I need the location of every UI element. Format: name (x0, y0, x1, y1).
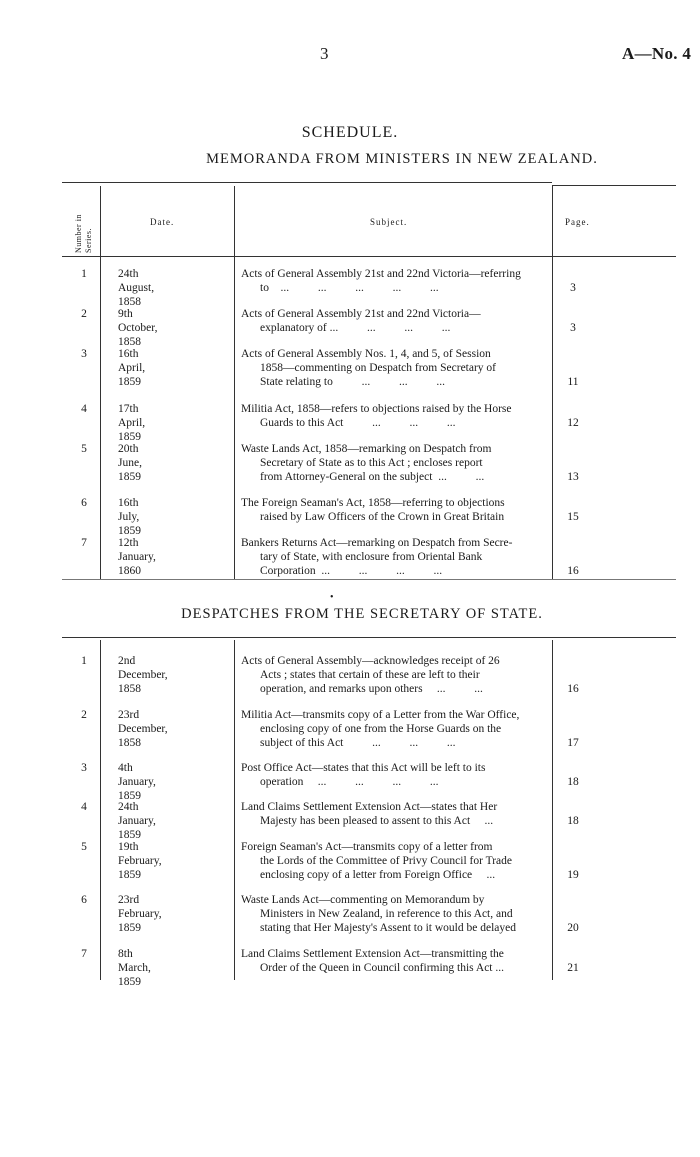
row-date: 9th October, 1858 (118, 308, 158, 348)
row-subject (241, 654, 546, 696)
row-date: 23rd December, 1858 (118, 709, 168, 749)
subject-line: Foreign Seaman's Act—transmits copy of a letter from (241, 841, 493, 853)
subject-line: The Foreign Seaman's Act, 1858—referring to objections (241, 497, 505, 509)
memoranda-heading: MEMORANDA FROM MINISTERS IN NEW ZEALAND. (206, 151, 598, 167)
row-page: 3 (570, 282, 576, 294)
subject-line: Ministers in New Zealand, in reference to this Act, and (260, 908, 513, 920)
subject-line: Waste Lands Act—commenting on Memorandum by (241, 894, 485, 906)
row-page: 17 (567, 737, 579, 749)
row-page: 20 (567, 922, 579, 934)
row-number: 7 (81, 537, 87, 549)
row-page: 18 (567, 815, 579, 827)
subject-line: operation ... ... ... ... (260, 776, 439, 788)
subject-line: Land Claims Settlement Extension Act—transmitting the (241, 948, 504, 960)
row-subject (241, 402, 546, 430)
subject-line: Secretary of State as to this Act ; encloses report (260, 457, 483, 469)
row-date: 16th July, 1859 (118, 497, 141, 537)
row-date: 24th January, 1859 (118, 801, 156, 841)
subject-line: to ... ... ... ... ... (260, 282, 439, 294)
subject-line: Acts of General Assembly Nos. 1, 4, and 5, of Session (241, 348, 491, 360)
row-number: 2 (81, 709, 87, 721)
row-number: 5 (81, 443, 87, 455)
subject-line: Militia Act, 1858—refers to objections raised by the Horse (241, 403, 512, 415)
row-subject (241, 947, 546, 975)
subject-line: Guards to this Act ... ... ... (260, 417, 456, 429)
row-date: 12th January, 1860 (118, 537, 156, 577)
subject-line: Post Office Act—states that this Act will be left to its (241, 762, 486, 774)
column-header-number: Number in Series. (74, 214, 93, 253)
subject-line: Waste Lands Act, 1858—remarking on Despatch from (241, 443, 492, 455)
subject-line: Corporation ... ... ... ... (260, 565, 443, 577)
row-page: 16 (567, 683, 579, 695)
subject-line: explanatory of ... ... ... ... (260, 322, 451, 334)
row-number: 5 (81, 841, 87, 853)
subject-line: State relating to ... ... ... (260, 376, 445, 388)
row-date: 2nd December, 1858 (118, 655, 168, 695)
subject-line: from Attorney-General on the subject ... ... (260, 471, 485, 483)
row-subject (241, 840, 546, 882)
subject-line: Militia Act—transmits copy of a Letter from the War Office, (241, 709, 520, 721)
subject-line: tary of State, with enclosure from Oriental Bank (260, 551, 483, 563)
despatches-heading: DESPATCHES FROM THE SECRETARY OF STATE. (181, 606, 543, 622)
subject-line: Order of the Queen in Council confirming this Act ... (260, 962, 505, 974)
subject-line: stating that Her Majesty's Assent to it would be delayed (260, 922, 516, 934)
row-number: 2 (81, 308, 87, 320)
row-number: 7 (81, 948, 87, 960)
page-number: 3 (320, 44, 329, 63)
row-subject (241, 496, 546, 524)
subject-line: subject of this Act ... ... ... (260, 737, 456, 749)
column-header-date: Date. (150, 217, 175, 227)
row-date: 16th April, 1859 (118, 348, 146, 388)
row-page: 11 (567, 376, 579, 388)
subject-line: operation, and remarks upon others ... ... (260, 683, 483, 695)
row-page: 15 (567, 511, 579, 523)
row-subject (241, 307, 546, 335)
row-number: 6 (81, 497, 87, 509)
row-number: 4 (81, 403, 87, 415)
column-header-subject: Subject. (370, 217, 408, 227)
row-number: 1 (81, 268, 87, 280)
subject-line: Acts of General Assembly 21st and 22nd Victoria—referring (241, 268, 521, 280)
subject-line: enclosing copy of a letter from Foreign Office ... (260, 869, 496, 881)
row-date: 19th February, 1859 (118, 841, 162, 881)
row-subject (241, 267, 546, 295)
row-date: 17th April, 1859 (118, 403, 146, 443)
schedule-title: SCHEDULE. (301, 124, 399, 141)
row-page: 13 (567, 471, 579, 483)
row-subject (241, 347, 546, 389)
row-subject (241, 893, 546, 935)
subject-line: 1858—commenting on Despatch from Secretary of (260, 362, 497, 374)
subject-line: raised by Law Officers of the Crown in Great Britain (260, 511, 505, 523)
row-subject (241, 800, 546, 828)
row-date: 24th August, 1858 (118, 268, 155, 308)
subject-line: Acts of General Assembly 21st and 22nd Victoria— (241, 308, 481, 320)
row-date: 8th March, 1859 (118, 948, 151, 988)
row-date: 23rd February, 1859 (118, 894, 162, 934)
subject-line: Acts ; states that certain of these are left to their (260, 669, 480, 681)
subject-line: the Lords of the Committee of Privy Council for Trade (260, 855, 513, 867)
ornament-dot: • (330, 592, 334, 603)
subject-line: Majesty has been pleased to assent to this Act ... (260, 815, 494, 827)
row-page: 18 (567, 776, 579, 788)
row-number: 1 (81, 655, 87, 667)
row-number: 4 (81, 801, 87, 813)
row-subject (241, 761, 546, 789)
row-subject (241, 442, 546, 484)
subject-line: Land Claims Settlement Extension Act—states that Her (241, 801, 498, 813)
subject-line: Bankers Returns Act—remarking on Despatch from Secre- (241, 537, 513, 549)
row-subject (241, 708, 546, 750)
row-page: 3 (570, 322, 576, 334)
row-number: 3 (81, 762, 87, 774)
document-reference: A—No. 4 (622, 44, 692, 63)
row-page: 21 (567, 962, 579, 974)
subject-line: enclosing copy of one from the Horse Guards on the (260, 723, 502, 735)
row-number: 6 (81, 894, 87, 906)
row-subject (241, 536, 546, 578)
column-header-page: Page. (565, 217, 590, 227)
row-page: 16 (567, 565, 579, 577)
row-date: 4th January, 1859 (118, 762, 156, 802)
row-number: 3 (81, 348, 87, 360)
row-page: 12 (567, 417, 579, 429)
row-page: 19 (567, 869, 579, 881)
row-date: 20th June, 1859 (118, 443, 142, 483)
subject-line: Acts of General Assembly—acknowledges receipt of 26 (241, 655, 500, 667)
